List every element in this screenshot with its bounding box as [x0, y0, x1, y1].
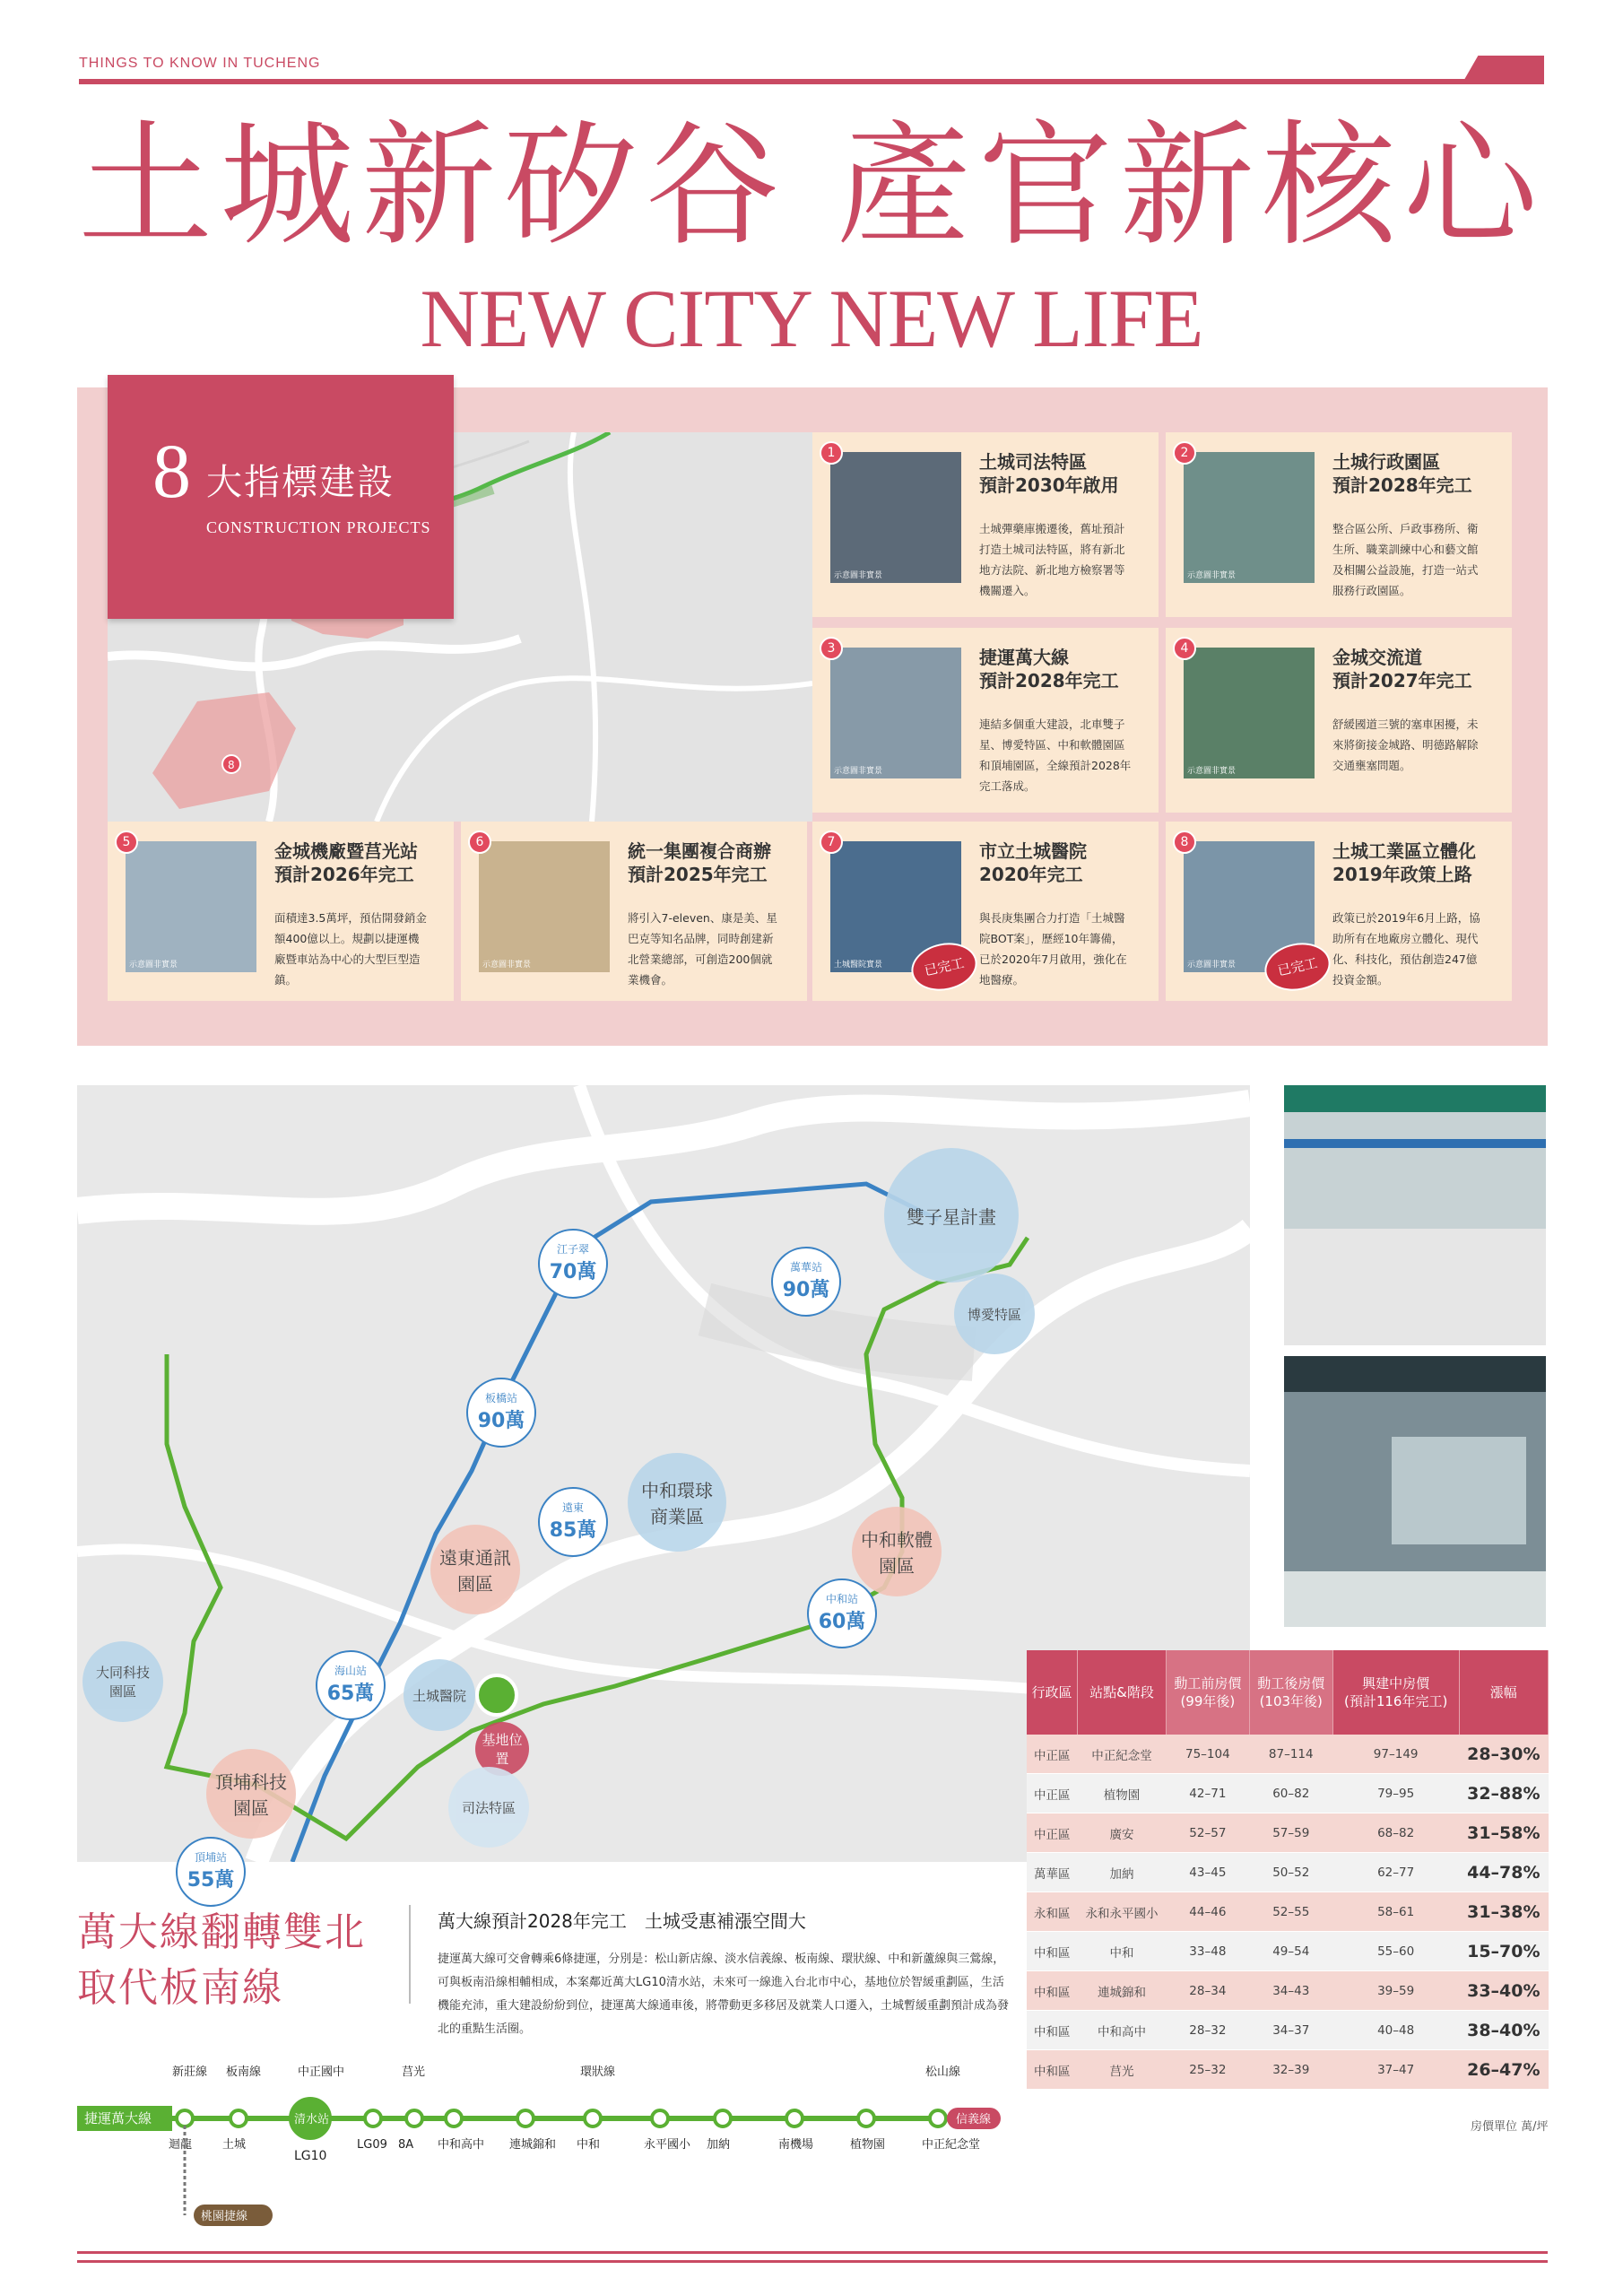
project-card-5	[108, 822, 454, 1001]
project-caption: 示意圖非實景	[482, 961, 532, 970]
station-label: 連城錦和	[509, 2138, 557, 2152]
table-cell: 79–95	[1332, 1774, 1459, 1813]
svg-text:8: 8	[228, 759, 235, 771]
table-header: 站點&階段	[1078, 1650, 1167, 1735]
price-station: 板橋站	[484, 1392, 517, 1405]
table-cell: 87–114	[1249, 1735, 1332, 1774]
table-row	[1027, 1971, 1549, 2011]
project-photo	[830, 648, 961, 778]
station-sub: LG10	[294, 2149, 327, 2163]
map-zone-5	[82, 1641, 163, 1722]
table-cell: 25–32	[1166, 2050, 1249, 2090]
price-bubble-2	[466, 1378, 536, 1448]
price-value: 85萬	[549, 1519, 597, 1542]
transfer-label: 莒光	[402, 2066, 426, 2079]
table-cell: 43–45	[1166, 1853, 1249, 1892]
table-cell: 28–30%	[1459, 1735, 1548, 1774]
table-note: 房價單位 萬/坪	[1471, 2120, 1549, 2134]
project-desc: 面積達3.5萬坪，預估開發銷金額400億以上。規劃以捷運機廠暨車站為中心的大型巨型造鎮。	[274, 911, 427, 987]
station-dot	[585, 2110, 601, 2126]
table-cell: 28–32	[1166, 2011, 1249, 2050]
price-value: 60萬	[818, 1611, 866, 1633]
table-cell: 60–82	[1249, 1774, 1332, 1813]
table-header: 漲幅	[1459, 1650, 1548, 1735]
table-cell: 中和	[1078, 1932, 1167, 1971]
station-label: 植物園	[850, 2138, 886, 2152]
table-row	[1027, 2011, 1549, 2050]
station-label: 永平國小	[644, 2138, 691, 2152]
section-headline: 萬大線預計2028年完工 土城受惠補漲空間大	[438, 1910, 806, 1932]
section-title: 萬大線翻轉雙北 取代板南線	[77, 1909, 366, 2011]
table-cell: 55–60	[1332, 1932, 1459, 1971]
price-value: 90萬	[477, 1410, 525, 1432]
badge-title: 大指標建設	[206, 462, 395, 503]
map-zone-label: 頂埔科技園區	[215, 1771, 287, 1819]
table-cell: 75–104	[1166, 1735, 1249, 1774]
project-title: 市立土城醫院 2020年完工	[979, 840, 1087, 885]
transfer-right: 信義線	[956, 2113, 992, 2126]
project-title: 土城司法特區 預計2030年啟用	[979, 451, 1119, 496]
table-cell: 15–70%	[1459, 1932, 1548, 1971]
price-bubble-1	[771, 1247, 841, 1317]
site-station-marker	[477, 1675, 516, 1715]
station-label: 中和高中	[438, 2138, 485, 2152]
map-zone-3	[430, 1525, 520, 1614]
table-cell: 44–78%	[1459, 1853, 1548, 1892]
table-cell: 39–59	[1332, 1971, 1459, 2011]
table-cell: 33–40%	[1459, 1971, 1548, 2011]
table-header: 行政區	[1027, 1650, 1078, 1735]
station-label: 中和	[577, 2138, 601, 2152]
table-cell: 33–48	[1166, 1932, 1249, 1971]
map-zone-label: 基地位置	[482, 1732, 523, 1767]
price-bubble-5	[316, 1650, 386, 1720]
project-number: 3	[820, 637, 843, 660]
price-bubble-6	[176, 1837, 246, 1907]
project-number: 7	[820, 831, 843, 854]
project-number: 8	[1173, 831, 1196, 854]
table-row	[1027, 1892, 1549, 1932]
table-cell: 廣安	[1078, 1813, 1167, 1853]
table-cell: 永和區	[1027, 1892, 1078, 1932]
project-photo	[479, 841, 610, 972]
table-cell: 58–61	[1332, 1892, 1459, 1932]
project-number: 6	[468, 831, 491, 854]
project-title: 捷運萬大線 預計2028年完工	[979, 647, 1119, 691]
table-row	[1027, 1774, 1549, 1813]
badge-number: 8	[152, 428, 191, 514]
transfer-label: 新莊線	[172, 2066, 208, 2079]
line-diagram	[77, 2054, 1028, 2233]
station-dot	[652, 2110, 668, 2126]
project-number: 1	[820, 441, 843, 465]
table-header: 動工後房價 (103年後)	[1249, 1650, 1332, 1735]
table-cell: 莒光	[1078, 2050, 1167, 2090]
line-name: 捷運萬大線	[84, 2110, 152, 2126]
station-dot	[365, 2110, 381, 2126]
table-row	[1027, 2050, 1549, 2090]
map-zone-label: 雙子星計畫	[907, 1205, 996, 1228]
project-desc: 整合區公所、戶政事務所、衛生所、職業訓練中心和藝文館及相關公益設施，打造一站式服務行政園區。	[1332, 522, 1479, 597]
table-cell: 40–48	[1332, 2011, 1459, 2050]
table-row	[1027, 1813, 1549, 1853]
map-zone-label: 司法特區	[461, 1799, 516, 1816]
project-card-8	[1166, 822, 1512, 1001]
table-cell: 28–34	[1166, 1971, 1249, 2011]
project-number: 5	[115, 831, 138, 854]
table-cell: 永和永平國小	[1078, 1892, 1167, 1932]
map-pin-8	[222, 755, 240, 773]
project-title: 土城工業區立體化 2019年政策上路	[1332, 840, 1476, 885]
station-dot	[715, 2110, 731, 2126]
project-caption: 示意圖非實景	[1187, 767, 1237, 776]
project-desc: 土城彈藥庫搬遷後，舊址預計打造土城司法特區，將有新北地方法院、新北地方檢察署等機關遷入。	[979, 522, 1125, 597]
completed-seal: 已完工	[1260, 937, 1334, 996]
station-label: LG09	[357, 2138, 387, 2152]
table-cell: 31–38%	[1459, 1892, 1548, 1932]
transfer-label: 松山線	[925, 2066, 961, 2079]
table-cell: 62–77	[1332, 1853, 1459, 1892]
table-cell: 31–58%	[1459, 1813, 1548, 1853]
table-row	[1027, 1853, 1549, 1892]
project-caption: 土城醫院實景	[834, 961, 883, 970]
transfer-bottom: 桃園捷線	[201, 2210, 248, 2223]
table-cell: 中和區	[1027, 1971, 1078, 2011]
map-zone-label: 遠東通訊園區	[439, 1547, 511, 1595]
table-cell: 中正區	[1027, 1813, 1078, 1853]
station-label: 清水站	[294, 2113, 330, 2126]
map-zone-9	[448, 1767, 529, 1848]
map-zone-4	[852, 1507, 942, 1596]
table-cell: 中和區	[1027, 1932, 1078, 1971]
map-zone-label: 中和軟體園區	[861, 1529, 933, 1577]
transfer-label: 中正國中	[298, 2066, 345, 2079]
table-cell: 中和區	[1027, 2050, 1078, 2090]
price-station: 中和站	[825, 1593, 858, 1605]
transfer-label: 環狀線	[580, 2066, 616, 2079]
station-dot	[786, 2110, 803, 2126]
station-label: 8A	[398, 2138, 414, 2152]
table-cell: 32–88%	[1459, 1774, 1548, 1813]
projects-badge	[108, 375, 454, 619]
price-table	[1027, 1650, 1549, 2090]
price-station: 頂埔站	[194, 1851, 227, 1864]
table-cell: 中和區	[1027, 2011, 1078, 2050]
project-photo	[1184, 648, 1315, 778]
table-cell: 37–47	[1332, 2050, 1459, 2090]
station-label: 南機場	[778, 2138, 814, 2152]
project-desc: 連結多個重大建設，北車雙子星、博愛特區、中和軟體園區和頂埔園區，全線預計2028年完工落成。	[979, 718, 1132, 793]
project-title: 土城行政園區 預計2028年完工	[1332, 451, 1472, 496]
table-cell: 中和高中	[1078, 2011, 1167, 2050]
map-zone-7	[404, 1659, 475, 1731]
map-zone-1	[954, 1274, 1035, 1354]
station-dot	[177, 2110, 193, 2126]
page-title: 土城新矽谷 產官新核心	[78, 109, 1545, 265]
table-cell: 加納	[1078, 1853, 1167, 1892]
map-zone-0	[884, 1148, 1019, 1283]
table-header: 興建中房價 (預計116年完工)	[1332, 1650, 1459, 1735]
price-bubble-3	[538, 1487, 608, 1557]
project-photo	[1184, 452, 1315, 583]
station-dot	[517, 2110, 534, 2126]
section-body: 捷運萬大線可交會轉乘6條捷運，分別是：松山新店線、淡水信義線、板南線、環狀線、中和新蘆線與三鶯線，可與板南沿線相輔相成，本案鄰近萬大LG10清水站，未來可一線進入台北市中心，基地位於智緩重劃區，生活機能充沛，重大建設紛紛到位，捷運萬大線通車後，將帶動更多移居及就業人口遷入，土城暫緩重劃預計成為發北的重點生活圈。	[438, 1952, 1010, 2036]
header-rule	[79, 79, 1544, 84]
project-card-4	[1166, 628, 1512, 813]
station-dot	[230, 2110, 247, 2126]
project-card-2	[1166, 432, 1512, 617]
table-cell: 32–39	[1249, 2050, 1332, 2090]
table-cell: 68–82	[1332, 1813, 1459, 1853]
table-cell: 植物園	[1078, 1774, 1167, 1813]
table-cell: 中正區	[1027, 1774, 1078, 1813]
price-value: 55萬	[187, 1869, 235, 1892]
table-cell: 26–47%	[1459, 2050, 1548, 2090]
project-caption: 示意圖非實景	[1187, 961, 1237, 970]
completed-seal: 已完工	[907, 937, 981, 996]
project-desc: 政策已於2019年6月上路，協助所有在地廠房立體化、現代化、科技化，預估創造247億投資金額。	[1332, 911, 1480, 987]
table-header: 動工前房價 (99年後)	[1166, 1650, 1249, 1735]
project-desc: 與長庚集團合力打造「土城醫院BOT案」，歷經10年籌備，已於2020年7月啟用，強化在地醫療。	[979, 911, 1127, 987]
project-caption: 示意圖非實景	[1187, 571, 1237, 580]
table-cell: 52–57	[1166, 1813, 1249, 1853]
section-divider	[409, 1905, 411, 2004]
price-value: 70萬	[549, 1261, 597, 1283]
table-cell: 中正紀念堂	[1078, 1735, 1167, 1774]
table-cell: 50–52	[1249, 1853, 1332, 1892]
project-title: 金城機廠暨莒光站 預計2026年完工	[274, 840, 418, 885]
project-number: 2	[1173, 441, 1196, 465]
footer-rule-2	[77, 2260, 1548, 2263]
project-card-6	[461, 822, 807, 1001]
project-caption: 示意圖非實景	[834, 767, 883, 776]
map-zone-6	[206, 1749, 296, 1839]
station-dot	[446, 2110, 462, 2126]
map-zone-label: 大同科技園區	[95, 1665, 150, 1700]
table-cell: 萬華區	[1027, 1853, 1078, 1892]
project-number: 4	[1173, 637, 1196, 660]
table-cell: 34–37	[1249, 2011, 1332, 2050]
table-cell: 44–46	[1166, 1892, 1249, 1932]
station-label: 加納	[707, 2138, 731, 2152]
project-caption: 示意圖非實景	[834, 571, 883, 580]
map-zone-label: 中和環球商業區	[641, 1480, 713, 1527]
price-bubble-0	[538, 1229, 608, 1299]
table-row	[1027, 1735, 1549, 1774]
price-station: 遠東	[561, 1501, 584, 1514]
table-row	[1027, 1932, 1549, 1971]
photo-metro-traveler	[1284, 1356, 1546, 1627]
table-cell: 38–40%	[1459, 2011, 1548, 2050]
map-zone-2	[628, 1453, 726, 1552]
project-photo	[830, 452, 961, 583]
project-card-7	[812, 822, 1159, 1001]
table-cell: 57–59	[1249, 1813, 1332, 1853]
station-dot	[930, 2110, 946, 2126]
project-card-3	[812, 628, 1159, 813]
transfer-label: 板南線	[226, 2066, 262, 2079]
project-caption: 示意圖非實景	[129, 961, 178, 970]
price-value: 90萬	[782, 1279, 830, 1301]
map-zone-label: 土城醫院	[412, 1687, 466, 1704]
project-photo	[126, 841, 256, 972]
page-subtitle: NEW CITY NEW LIFE	[420, 273, 1203, 364]
map-zone-label: 博愛特區	[967, 1306, 1021, 1323]
station-label: 土城	[222, 2138, 247, 2152]
table-cell: 連城錦和	[1078, 1971, 1167, 2011]
station-dot	[858, 2110, 874, 2126]
price-station: 萬華站	[789, 1261, 822, 1274]
footer-rule-1	[77, 2251, 1548, 2254]
price-station: 海山站	[334, 1665, 367, 1677]
kicker: THINGS TO KNOW IN TUCHENG	[79, 56, 321, 71]
table-cell: 42–71	[1166, 1774, 1249, 1813]
price-value: 65萬	[326, 1683, 375, 1705]
project-card-1	[812, 432, 1159, 617]
station-dot	[406, 2110, 422, 2126]
project-title: 統一集團複合商辦 預計2025年完工	[628, 840, 771, 885]
table-cell: 52–55	[1249, 1892, 1332, 1932]
price-station: 江子翠	[556, 1243, 589, 1256]
project-desc: 舒緩國道三號的塞車困擾，未來將銜接金城路、明德路解除交通壅塞問題。	[1332, 718, 1479, 772]
station-label: 迴龍	[169, 2138, 193, 2152]
table-cell: 中正區	[1027, 1735, 1078, 1774]
table-cell: 97–149	[1332, 1735, 1459, 1774]
table-cell: 49–54	[1249, 1932, 1332, 1971]
project-desc: 將引入7-eleven、康是美、星巴克等知名品牌，同時創建新北營業總部，可創造200個就業機會。	[628, 911, 777, 987]
station-label: 中正紀念堂	[922, 2138, 981, 2152]
project-title: 金城交流道 預計2027年完工	[1332, 647, 1472, 691]
price-bubble-4	[807, 1578, 877, 1648]
table-cell: 34–43	[1249, 1971, 1332, 2011]
photo-metro-platform	[1284, 1085, 1546, 1345]
badge-subtitle: CONSTRUCTION PROJECTS	[206, 518, 431, 536]
